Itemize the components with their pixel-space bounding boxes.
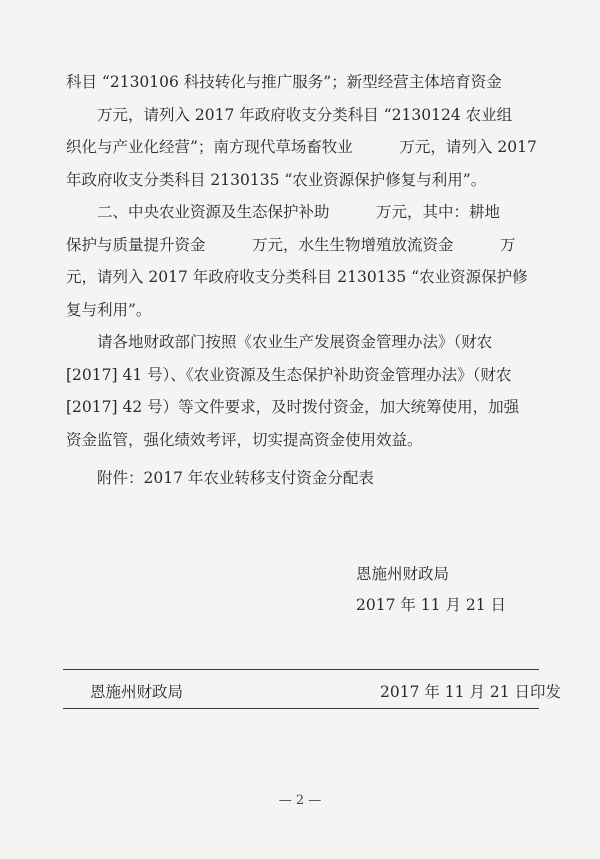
body-line: 保护与质量提升资金 万元，水生生物增殖放流资金 万	[66, 235, 516, 254]
signature-org: 恩施州财政局	[356, 565, 450, 583]
footer-org: 恩施州财政局	[90, 683, 184, 701]
body-line: 科目 “2130106 科技转化与推广服务”；新型经营主体培育资金	[66, 73, 502, 91]
body-line: 资金监管，强化绩效考评，切实提高资金使用效益。	[66, 430, 423, 449]
body-line: 复与利用”。	[66, 300, 152, 319]
footer-issue-date: 2017 年 11 月 21 日印发	[380, 683, 562, 701]
body-line: 织化与产业化经营”；南方现代草场畜牧业 万元，请列入 2017	[66, 138, 537, 156]
signature-date: 2017 年 11 月 21 日	[356, 596, 507, 614]
body-line: 元，请列入 2017 年政府收支分类科目 2130135 “农业资源保护修	[66, 268, 528, 286]
paragraph-start-line: 请各地财政部门按照《农业生产发展资金管理办法》（财农	[97, 333, 493, 351]
page-number: — 2 —	[278, 793, 322, 808]
section-two-line: 二、中央农业资源及生态保护补助 万元，其中：耕地	[97, 203, 501, 221]
body-line: [2017] 42 号）等文件要求，及时拨付资金，加大统筹使用，加强	[66, 398, 520, 416]
body-line: 万元，请列入 2017 年政府收支分类科目 “2130124 农业组	[66, 105, 513, 124]
body-text	[66, 66, 536, 456]
body-line: [2017] 41 号）、《农业资源及生态保护补助资金管理办法》（财农	[66, 365, 512, 384]
footer-top-rule	[63, 669, 539, 670]
attachment-note: 附件：2017 年农业转移支付资金分配表	[97, 469, 374, 487]
footer-bottom-rule	[63, 708, 539, 709]
body-line: 年政府收支分类科目 2130135 “农业资源保护修复与利用”。	[66, 170, 487, 189]
